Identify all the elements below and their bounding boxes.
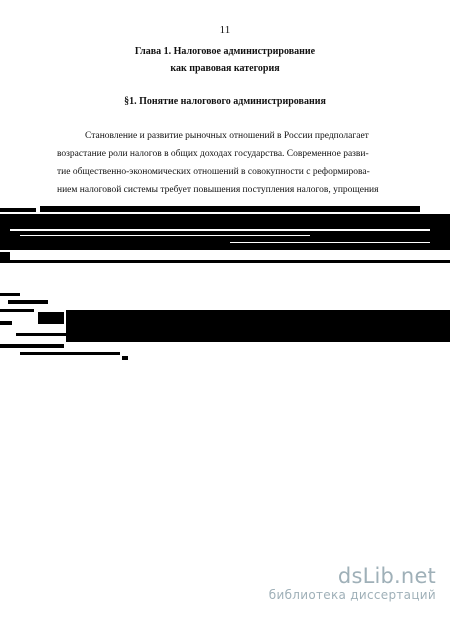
watermark [269, 564, 436, 603]
scan-line-dark [16, 333, 446, 336]
watermark-logo: dsLib.net [337, 564, 436, 588]
scan-line [230, 242, 430, 243]
scan-line [10, 229, 430, 231]
scan-noise [38, 312, 64, 324]
scan-noise [40, 206, 420, 212]
page-number: 11 [219, 24, 231, 36]
scan-noise [8, 300, 48, 304]
paragraph-line: возрастание роли налогов в общих доходах государства. Современное разви- [57, 149, 369, 159]
scan-noise [0, 208, 36, 212]
paragraph-line: Становление и развитие рыночных отношений в России предполагает [85, 131, 369, 141]
paragraph-line: нием налоговой системы требует повышения поступления налогов, упрощения [57, 185, 379, 195]
scan-noise [0, 321, 12, 325]
scan-noise [20, 352, 120, 355]
body-paragraph [57, 127, 414, 199]
section-title: §1. Понятие налогового администрирования [124, 96, 326, 107]
scan-noise [0, 293, 20, 296]
scan-noise [122, 356, 128, 360]
scan-noise [0, 309, 34, 312]
redaction-band [66, 310, 450, 342]
redaction-band [0, 214, 450, 250]
paragraph-line: тие общественно-экономических отношений в совокупности с реформирова- [57, 167, 370, 177]
chapter-title-line2: как правовая категория [170, 63, 280, 74]
chapter-title [60, 43, 390, 77]
scan-line [20, 235, 310, 236]
watermark-subtitle: библиотека диссертаций [268, 588, 436, 602]
obscured-scan-region [0, 200, 450, 370]
scan-noise [0, 344, 64, 348]
scan-line-dark [0, 260, 450, 263]
chapter-title-line1: Глава 1. Налоговое администрирование [134, 46, 316, 57]
